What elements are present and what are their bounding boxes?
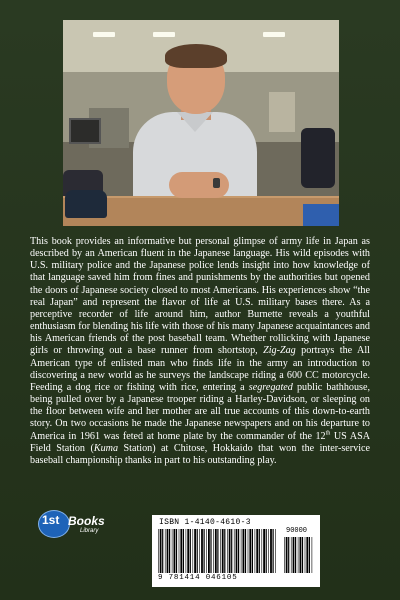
barcode — [152, 515, 320, 587]
blurb-part: US ASA Field Station ( — [30, 430, 371, 454]
barcode-bar — [295, 537, 296, 573]
barcode-bars — [158, 529, 278, 573]
barcode-bar — [243, 529, 245, 573]
barcode-bar — [227, 529, 228, 573]
barcode-bar — [248, 529, 249, 573]
barcode-bar — [158, 529, 159, 573]
barcode-bar — [241, 529, 242, 573]
barcode-bar — [275, 529, 276, 573]
barcode-bar — [213, 529, 214, 573]
italic-word: Kuma — [93, 442, 119, 454]
author-arms — [169, 172, 229, 198]
barcode-bar — [201, 529, 203, 573]
publisher-logo — [38, 510, 108, 536]
barcode-bar — [187, 529, 189, 573]
photo-cabinet — [269, 92, 295, 132]
book-title-italic: Zig-Zag — [263, 345, 296, 357]
barcode-bar — [176, 529, 177, 573]
barcode-bar — [162, 529, 163, 573]
barcode-bar — [266, 529, 267, 573]
italic-word: segregated — [248, 381, 293, 393]
barcode-bar — [238, 529, 239, 573]
barcode-bar — [224, 529, 225, 573]
author-photo — [63, 20, 339, 226]
barcode-bar — [309, 537, 310, 573]
barcode-bar — [288, 537, 289, 573]
photo-monitor — [69, 118, 101, 144]
barcode-bar — [252, 529, 253, 573]
barcode-bar — [172, 529, 173, 573]
superscript: th — [325, 430, 331, 437]
blurb-part: public bathhouse, being pulled over by a Japanese trooper riding a Harley-Davidson, or sleeping on the floor between wife and her mother are all true accounts of this down-to-earth story. On two occasions he made the Japanese newspapers and on his departure to America in 1961 was feted at home plate by the commander of the 12 — [30, 381, 370, 442]
barcode-bar — [286, 537, 288, 573]
barcode-bar — [256, 529, 258, 573]
barcode-bar — [210, 529, 211, 573]
price-code: 90000 — [286, 527, 308, 535]
barcode-bar — [183, 529, 184, 573]
barcode-bar — [190, 529, 191, 573]
barcode-bar — [249, 529, 251, 573]
barcode-bar — [262, 529, 263, 573]
barcode-bar — [222, 529, 224, 573]
barcode-bar — [259, 529, 260, 573]
barcode-bar — [206, 529, 207, 573]
barcode-bar — [165, 529, 166, 573]
book-description — [30, 236, 370, 467]
author-hair — [165, 44, 227, 68]
photo-chair — [301, 128, 335, 188]
barcode-bar — [255, 529, 256, 573]
barcode-bar — [293, 537, 295, 573]
ceiling-light — [93, 32, 115, 37]
barcode-bar — [174, 529, 176, 573]
barcode-bar — [291, 537, 292, 573]
photo-binder — [303, 204, 339, 226]
barcode-bar — [270, 529, 272, 573]
price-barcode-bars — [284, 537, 314, 573]
ceiling-light — [263, 32, 285, 37]
barcode-bar — [167, 529, 169, 573]
blurb-part: This book provides an informative but personal glimpse of army life in Japan as described by an American fluent in the Japanese language. His wild episodes with U.S. military police and the Japanese police lends insight into how knowledge of that language saved him from fines and punishments by the authorities but opened the doors of Japanese society closed to most Americans. His experiences show “the real Japan” and represent the flavor of life at U.S. military bases there. As a perceptive recorder of life around him, author Burnette reveals a youthful enthusiasm for blending his life with those of his many Japanese acquaintances and his American friends of the post baseball team. Whether rollicking with Japanese girls or throwing out a base runner from shortstop, — [30, 236, 370, 357]
blurb-part: portrays the All American type of enlisted man who finds life in the army an introduction to discovering a new world as he surveys the landscape riding a 600 CC motorcycle. Feeding a dog rice or fishing with rice, entering a — [30, 345, 370, 393]
barcode-bar — [215, 529, 217, 573]
barcode-bar — [312, 537, 313, 573]
barcode-bar — [300, 537, 302, 573]
barcode-bar — [220, 529, 221, 573]
barcode-bar — [306, 537, 308, 573]
barcode-bar — [234, 529, 235, 573]
barcode-bar — [302, 537, 303, 573]
barcode-bar — [236, 529, 238, 573]
barcode-bar — [231, 529, 232, 573]
barcode-bar — [160, 529, 162, 573]
barcode-bar — [273, 529, 274, 573]
barcode-bar — [298, 537, 299, 573]
ean-number: 9 781414 046105 — [158, 574, 238, 582]
barcode-bar — [229, 529, 231, 573]
barcode-bar — [169, 529, 170, 573]
wristwatch — [213, 178, 220, 188]
isbn-text: ISBN 1-4140-4610-3 — [159, 518, 251, 527]
blurb-part: Station) at Chitose, Hokkaido that won the inter-service baseball championship thanks in part to his outstanding play. — [30, 442, 370, 466]
barcode-bar — [217, 529, 218, 573]
barcode-bar — [263, 529, 265, 573]
barcode-bar — [179, 529, 180, 573]
photo-bag — [65, 190, 107, 218]
barcode-bar — [180, 529, 182, 573]
barcode-bar — [204, 529, 205, 573]
logo-word: Books — [68, 514, 105, 528]
barcode-bar — [284, 537, 285, 573]
barcode-bar — [193, 529, 194, 573]
barcode-bar — [268, 529, 269, 573]
barcode-bar — [208, 529, 210, 573]
barcode-bar — [199, 529, 200, 573]
ceiling-light — [153, 32, 175, 37]
logo-number: 1st — [42, 513, 60, 527]
logo-subtitle: Library — [80, 528, 99, 534]
barcode-bar — [197, 529, 198, 573]
barcode-bar — [194, 529, 196, 573]
barcode-bar — [186, 529, 187, 573]
barcode-bar — [305, 537, 306, 573]
barcode-bar — [245, 529, 246, 573]
